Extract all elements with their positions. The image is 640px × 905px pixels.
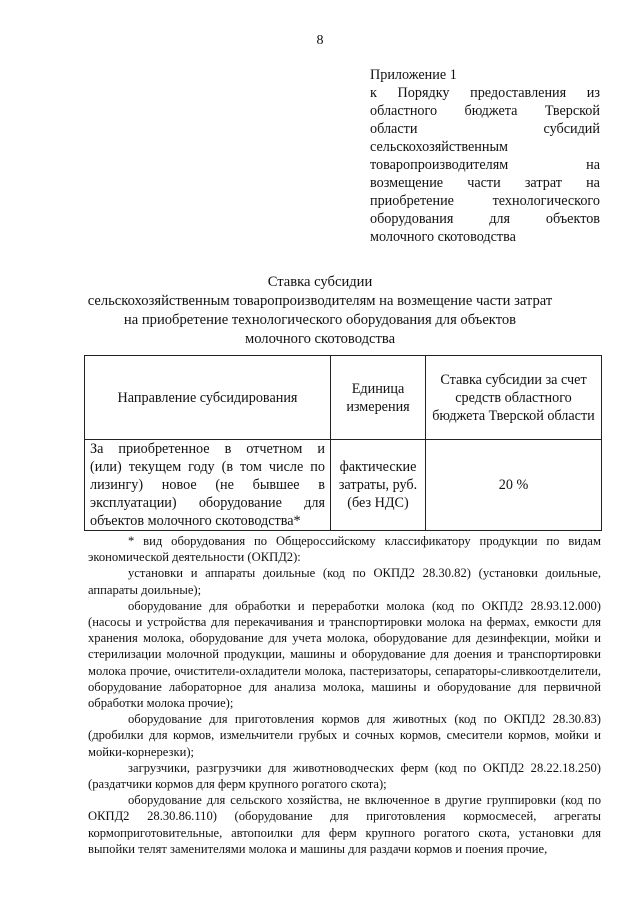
direction-line: (или) текущем году (в том числе по	[90, 459, 325, 475]
footnote-paragraph: оборудование для обработки и переработки молока (код по ОКПД2 28.93.12.000) (насосы и устройства для перекачивания и транспортировки молока на фермах, емкости для хранения молока, оборудование для учета молока, оборудование для дезинфекции, мойки и стерилизации молочной продукции, машины и оборудование для доения и транспортировки молока прочие, очистители-охладители молока, пастеризаторы, сепараторы-сливкоотделители, оборудование лабораторное для анализа молока, машины и оборудование для первичной обработки молока прочие);	[88, 598, 601, 711]
direction-line: За приобретенное в отчетном и	[90, 441, 325, 457]
appendix-line: приобретение технологического	[370, 193, 600, 209]
footnote-paragraph: * вид оборудования по Общероссийскому классификатору продукции по видам экономической деятельности (ОКПД2):	[88, 534, 601, 565]
title-line: на приобретение технологического оборудования для объектов	[123, 312, 517, 328]
direction-line: объектов молочного скотоводства*	[90, 513, 301, 529]
footnote-paragraph: оборудование для сельского хозяйства, не включенное в другие группировки (код по ОКПД2 28.30.86.110) (оборудование для приготовления кормосмесей, агрегаты кормоприготовительные, автопоилки для ферм крупного рогатого скота, установки для выпойки телят заменителями молока и машины для раздачи кормов и поения прочие,	[88, 793, 601, 856]
appendix-line: оборудования для объектов	[370, 211, 600, 227]
footnote-paragraph: оборудование для приготовления кормов для животных (код по ОКПД2 28.30.83) (дробилки для кормов, измельчители грубых и сочных кормов, смесители кормов, мойки и мойки-корнерезки);	[88, 712, 601, 759]
title-line: молочного скотоводства	[244, 331, 396, 347]
subsidy-rate-table	[84, 355, 602, 531]
footnote-paragraph: установки и аппараты доильные (код по ОКПД2 28.30.82) (установки доильные, аппараты доильные);	[88, 566, 601, 597]
table-row	[85, 440, 602, 531]
footnotes	[88, 533, 601, 857]
appendix-line: сельскохозяйственным	[370, 139, 509, 155]
cell-direction	[85, 440, 331, 531]
appendix-line: области субсидий	[370, 121, 600, 137]
header-rate: Ставка субсидии за счет средств областного бюджета Тверской области	[426, 356, 602, 440]
title-line: сельскохозяйственным товаропроизводителям на возмещение части затрат	[87, 293, 553, 309]
direction-line: лизингу) новое (не бывшее в	[90, 477, 325, 493]
header-unit: Единица измерения	[331, 356, 426, 440]
appendix-line: товаропроизводителям на	[370, 157, 600, 173]
appendix-header	[370, 66, 600, 246]
cell-unit: фактические затраты, руб. (без НДС)	[331, 440, 426, 531]
direction-line: эксплуатации) оборудование для	[90, 495, 325, 511]
header-direction: Направление субсидирования	[85, 356, 331, 440]
appendix-line: возмещение части затрат на	[370, 175, 600, 191]
appendix-line: областного бюджета Тверской	[370, 103, 600, 119]
title-line: Ставка субсидии	[267, 274, 373, 290]
appendix-line: к Порядку предоставления из	[370, 85, 600, 101]
appendix-line: Приложение 1	[370, 67, 457, 83]
document-title	[0, 273, 640, 349]
appendix-line: молочного скотоводства	[370, 229, 516, 245]
table-header-row	[85, 356, 602, 440]
footnote-paragraph: загрузчики, разгрузчики для животноводческих ферм (код по ОКПД2 28.22.18.250) (раздатчики кормов для ферм крупного рогатого скота);	[88, 760, 601, 792]
page-number: 8	[316, 33, 324, 48]
cell-rate: 20 %	[426, 440, 602, 531]
